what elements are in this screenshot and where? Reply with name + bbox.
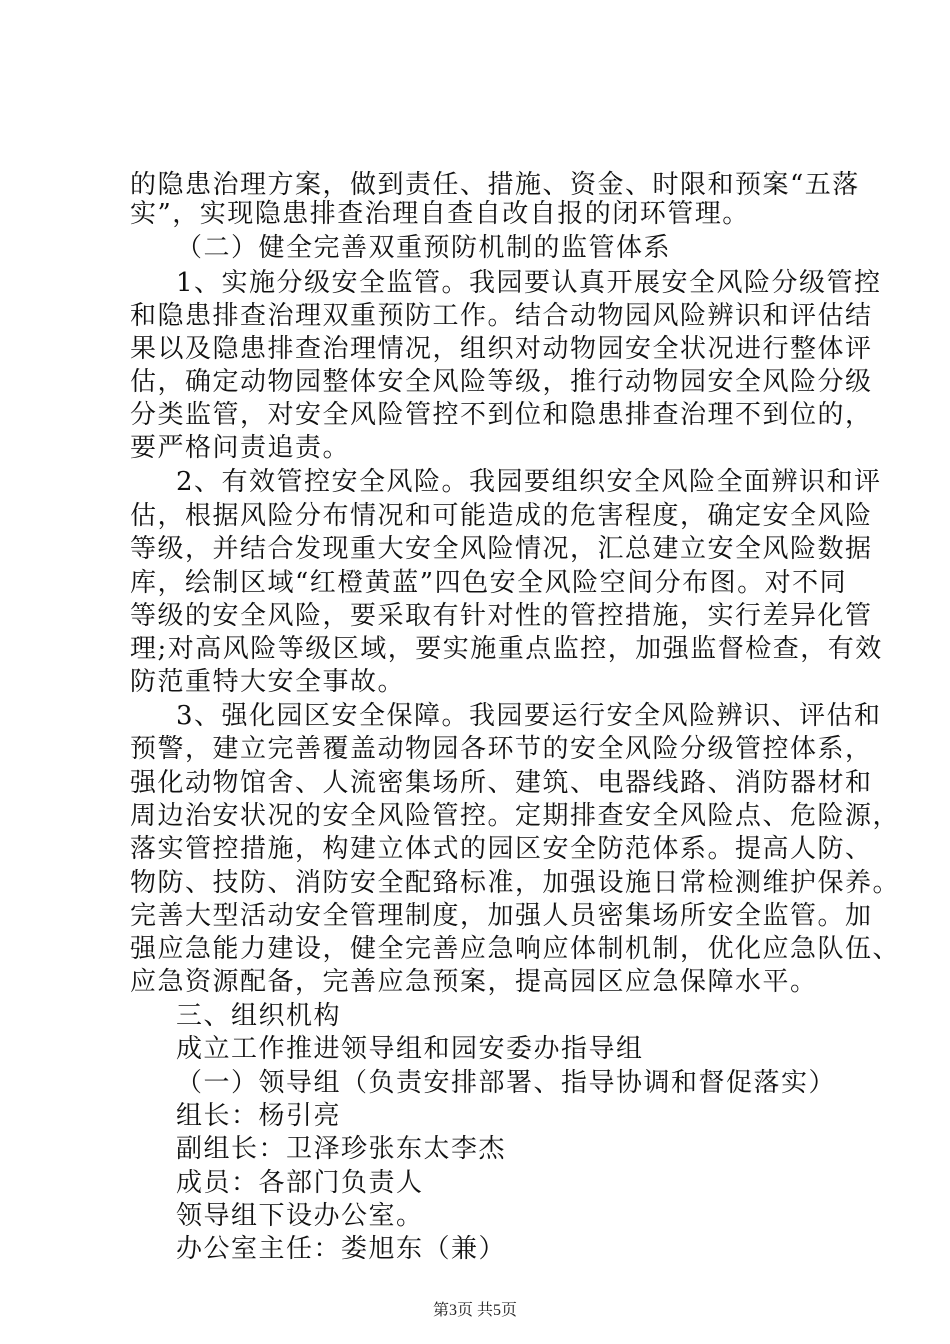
section-heading: （二）健全完善双重预防机制的监管体系	[176, 233, 672, 263]
text-line: 要严格问责追责。	[130, 433, 351, 463]
page-footer: 第3页 共5页	[432, 1302, 517, 1319]
text-line: 组长：杨引亮	[176, 1101, 342, 1131]
text-line: 2、有效管控安全风险。我园要组织安全风险全面辨识和评	[176, 467, 882, 497]
text-line: 办公室主任：娄旭东（兼）	[176, 1234, 507, 1264]
text-line: 1、实施分级安全监管。我园要认真开展安全风险分级管控	[176, 268, 882, 298]
text-line: 应急资源配备，完善应急预案，提高园区应急保障水平。	[130, 967, 818, 997]
text-line: 周边治安状况的安全风险管控。定期排查安全风险点、危险源，	[130, 801, 901, 831]
text-line: 落实管控措施，构建立体式的园区安全防范体系。提高人防、	[130, 834, 873, 864]
text-line: 3、强化园区安全保障。我园要运行安全风险辨识、评估和	[176, 701, 882, 731]
text-line: 估，确定动物园整体安全风险等级，推行动物园安全风险分级	[130, 367, 873, 397]
text-line: 果以及隐患排查治理情况，组织对动物园安全状况进行整体评	[130, 334, 873, 364]
text-line: 实”，实现隐患排查治理自查自改自报的闭环管理。	[130, 199, 750, 229]
text-line: 成立工作推进领导组和园安委办指导组	[176, 1034, 644, 1064]
text-line: 完善大型活动安全管理制度，加强人员密集场所安全监管。加	[130, 901, 873, 931]
text-line: 副组长：卫泽珍张东太李杰	[176, 1134, 507, 1164]
text-line: 和隐患排查治理双重预防工作。结合动物园风险辨识和评估结	[130, 301, 873, 331]
text-line: 成员：各部门负责人	[176, 1168, 424, 1198]
text-line: 的隐患治理方案，做到责任、措施、资金、时限和预案“五落	[130, 170, 860, 200]
subsection-heading: （一）领导组（负责安排部署、指导协调和督促落实）	[176, 1068, 837, 1098]
text-line: 等级的安全风险，要采取有针对性的管控措施，实行差异化管	[130, 601, 873, 631]
text-line: 库，绘制区域“红橙黄蓝”四色安全风险空间分布图。对不同	[130, 568, 848, 598]
text-line: 强化动物馆舍、人流密集场所、建筑、电器线路、消防器材和	[130, 768, 873, 798]
text-line: 理;对高风险等级区域，要实施重点监控，加强监督检查，有效	[130, 634, 883, 664]
text-line: 分类监管，对安全风险管控不到位和隐患排查治理不到位的，	[130, 400, 873, 430]
text-line: 估，根据风险分布情况和可能造成的危害程度，确定安全风险	[130, 501, 873, 531]
text-line: 强应急能力建设，健全完善应急响应体制机制，优化应急队伍、	[130, 934, 901, 964]
text-line: 防范重特大安全事故。	[130, 667, 406, 697]
text-line: 领导组下设办公室。	[176, 1201, 424, 1231]
text-line: 预警，建立完善覆盖动物园各环节的安全风险分级管控体系，	[130, 734, 873, 764]
section-heading: 三、组织机构	[176, 1001, 342, 1031]
text-line: 等级，并结合发现重大安全风险情况，汇总建立安全风险数据	[130, 534, 873, 564]
text-line: 物防、技防、消防安全配臵标准，加强设施日常检测维护保养。	[130, 868, 901, 898]
